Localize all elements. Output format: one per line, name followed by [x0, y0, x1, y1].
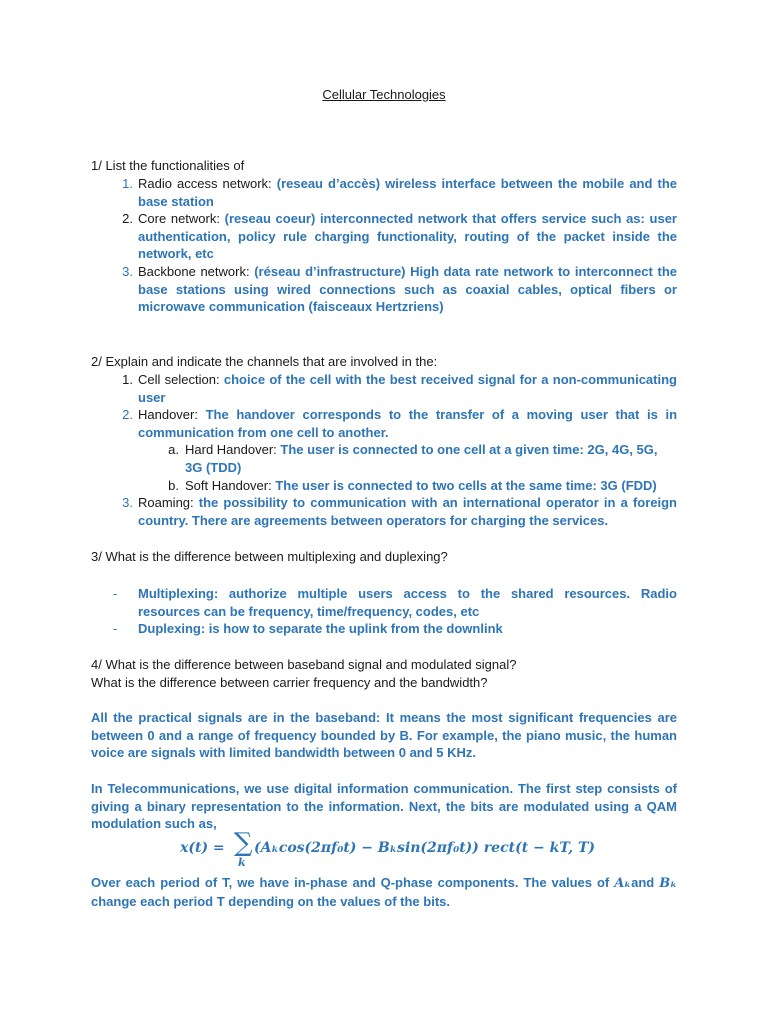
item-answer: Duplexing: is how to separate the uplink from the downlink: [138, 621, 503, 637]
bullet-dash: -: [113, 621, 118, 637]
list-item: [113, 371, 677, 406]
item-label: Cell selection:: [138, 372, 224, 387]
list-item: [113, 620, 677, 638]
question-3: 3/ What is the difference between multiplexing and duplexing?: [91, 549, 448, 564]
item-answer: (reseau coeur) interconnected network that offers service such as: user authentication, policy rule charging functionality, routing of the packet inside the network, etc: [138, 211, 677, 262]
sub-list-item: [113, 441, 677, 476]
question-1-list: [113, 175, 677, 316]
item-answer: (réseau d’infrastructure) High data rate network to interconnect the base stations using wired connections such as coaxial cables, optical fibers or microwave communication (faisceaux Hertzriens): [138, 263, 677, 315]
bullet-dash: -: [113, 586, 118, 601]
qam-formula: [180, 828, 600, 872]
list-number: 2.: [122, 211, 133, 227]
question-2-list: [113, 371, 677, 529]
sub-list-item: [113, 477, 677, 495]
item-answer: The user is connected to one cell at a given time: 2G, 4G, 5G, 3G (TDD): [185, 442, 658, 475]
iq-text-and: and: [631, 875, 660, 890]
summation-symbol: ∑: [234, 828, 253, 858]
page-title: Cellular Technologies: [322, 87, 446, 102]
item-label: Hard Handover:: [185, 442, 281, 458]
list-item: [113, 406, 677, 441]
item-label: Roaming:: [138, 495, 199, 511]
item-label: Handover:: [138, 407, 206, 423]
list-letter: a.: [168, 442, 179, 458]
formula-lhs: x(t) =: [180, 840, 225, 856]
list-number: 3.: [122, 263, 133, 279]
iq-text-start: Over each period of T, we have in-phase and Q-phase components. The values of: [91, 875, 615, 890]
item-answer: choice of the cell with the best received signal for a non-communicating user: [138, 372, 677, 405]
item-label: Backbone network:: [138, 263, 255, 279]
question-1: 1/ List the functionalities of: [91, 158, 245, 173]
question-2: 2/ Explain and indicate the channels that are involved in the:: [91, 354, 438, 369]
iq-text-end: change each period T depending on the values of the bits.: [91, 893, 450, 909]
list-number: 3.: [122, 495, 133, 511]
answer-paragraph-baseband: All the practical signals are in the baseband: It means the most significant frequencies are between 0 and a range of frequency bounded by B. For example, the piano music, the human voice are signals with limited bandwidth between 0 and 5 KHz.: [91, 710, 677, 761]
ak-symbol: Aₖ: [614, 876, 632, 891]
list-item: [113, 585, 677, 620]
item-answer: The handover corresponds to the transfer of a moving user that is in communication from one cell to another.: [138, 407, 678, 440]
question-3-list: [113, 585, 677, 638]
list-item: [113, 263, 677, 316]
bk-symbol: Bₖ: [659, 876, 678, 891]
formula-rhs: (Aₖcos(2πf₀t) − Bₖsin(2πf₀t)) rect(t − kT, T): [254, 840, 596, 856]
item-answer: The user is connected to two cells at the same time: 3G (FDD): [275, 477, 657, 493]
list-item: [113, 175, 677, 210]
summation-index: k: [238, 856, 246, 869]
answer-paragraph-qam: In Telecommunications, we use digital information communication. The first step consists of giving a binary representation to the information. Next, the bits are modulated using a QAM modulation such as,: [91, 781, 677, 832]
question-4a: 4/ What is the difference between baseband signal and modulated signal?: [91, 657, 517, 672]
list-number: 1.: [122, 176, 133, 191]
item-label: Radio access network:: [138, 176, 277, 191]
item-label: Soft Handover:: [185, 477, 276, 493]
list-letter: b.: [168, 477, 179, 493]
list-number: 1.: [122, 372, 133, 387]
list-number: 2.: [122, 407, 133, 423]
item-answer: (reseau d’accès) wireless interface between the mobile and the base station: [138, 176, 677, 209]
item-label: Core network:: [138, 211, 225, 227]
answer-paragraph-iq: [91, 874, 677, 910]
list-item: [113, 210, 677, 263]
item-answer: the possibility to communication with an international operator in a foreign country. There are agreements between operators for charging the services.: [138, 495, 678, 528]
item-answer: Multiplexing: authorize multiple users access to the shared resources. Radio resources can be frequency, time/frequency, codes, etc: [138, 586, 677, 619]
question-4b: What is the difference between carrier frequency and the bandwidth?: [91, 675, 488, 690]
list-item: [113, 494, 677, 529]
